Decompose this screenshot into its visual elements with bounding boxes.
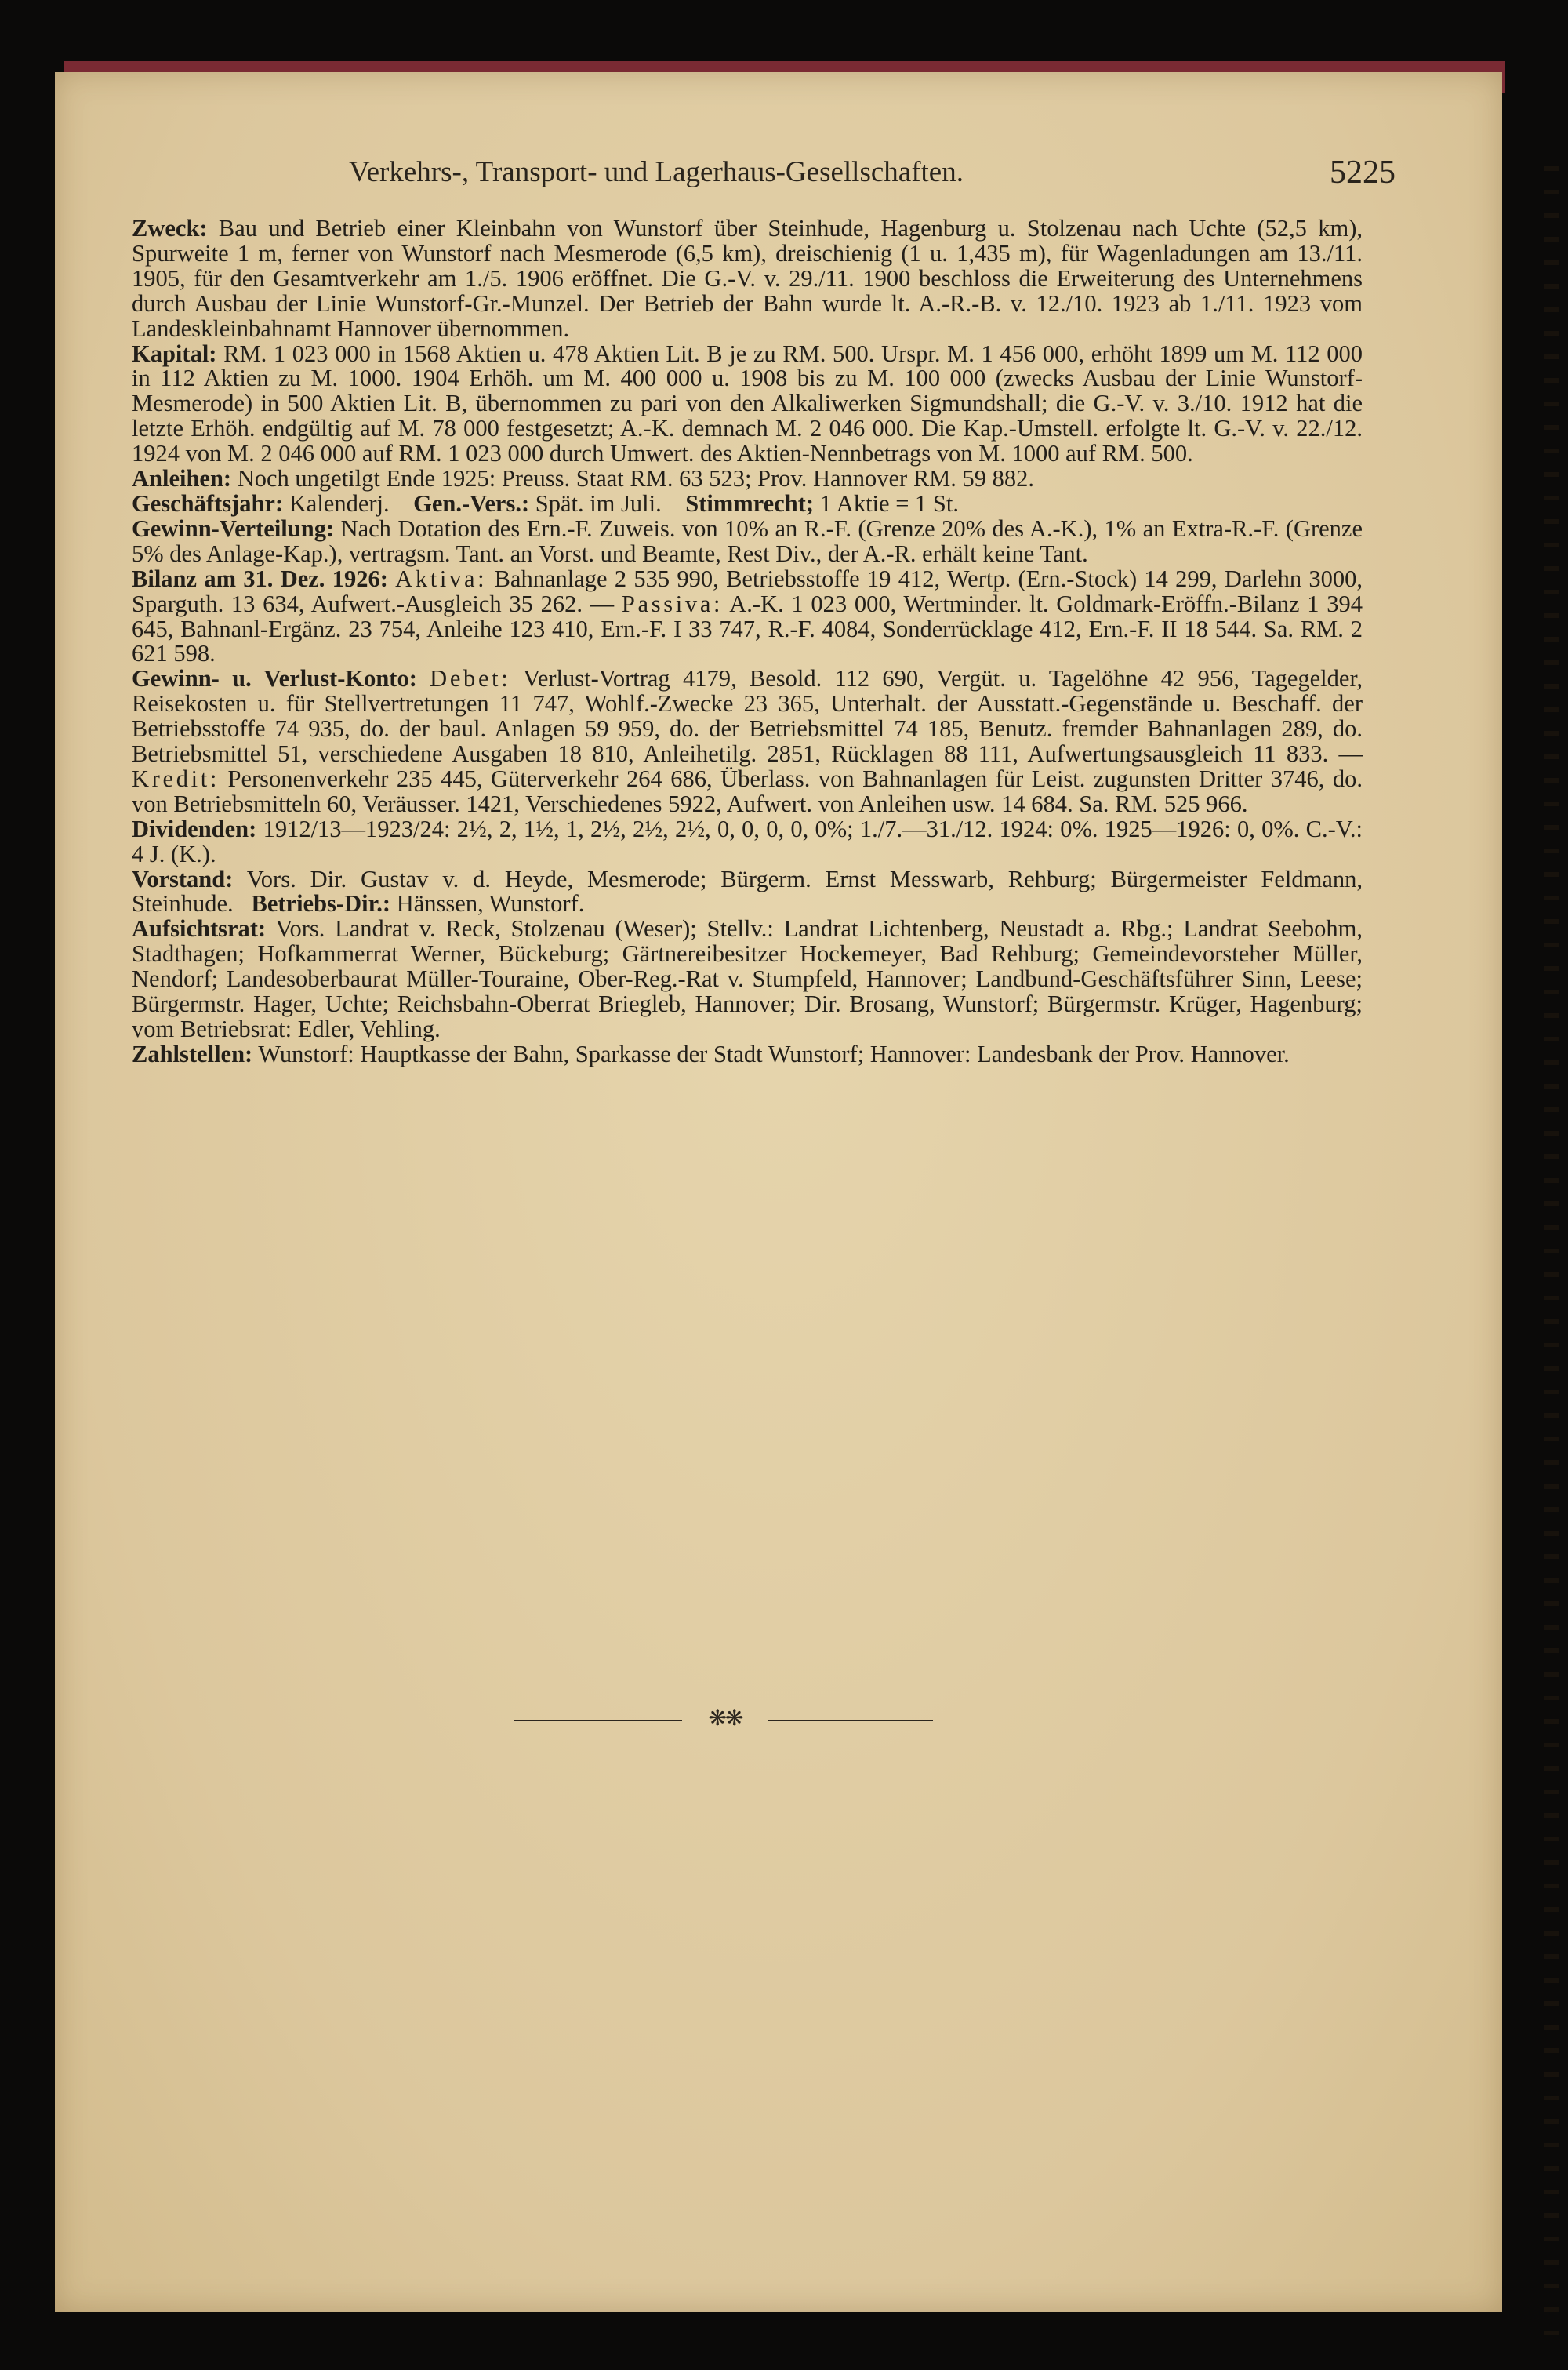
section-zahlstellen	[132, 1042, 1363, 1067]
section-text: Vors. Landrat v. Reck, Stolzenau (Weser); Stellv.: Landrat Lichtenberg, Neustadt a. Rbg.; Landrat Seebohm, Stadthagen; Hofkammerrat Werner, Bückeburg; Gärtnereibesitzer Hockemeyer, Bad Rehburg; Gemeindevorsteher Müller, Nendorf; Landesoberbaurat Müller-Touraine, Ober-Reg.-Rat v. Stumpfeld, Hannover; Landbund-Geschäftsführer Sinn, Leese; Bürgermstr. Hager, Uchte; Reichsbahn-Oberrat Briegleb, Hannover; Dir. Brosang, Wunstorf; Bürgermstr. Krüger, Hagenburg; vom Betriebsrat: Edler, Vehling.	[132, 915, 1363, 1042]
section-label-stimmrecht: Stimmrecht;	[685, 489, 814, 517]
section-dividenden	[132, 817, 1363, 867]
page-header	[125, 155, 1396, 194]
aktiva-label: Aktiva:	[395, 565, 488, 592]
section-label: Zweck:	[132, 215, 208, 242]
page-edge-marks	[1544, 166, 1559, 2346]
aktiva-text: Bahnanlage 2 535 990, Betriebsstoffe 19 412, Wertp. (Ern.-Stock) 14 299, Darlehn 3000, Sparguth. 13 634, Aufwert.-Ausgleich 35 262. —	[132, 565, 1363, 617]
passiva-text: A.-K. 1 023 000, Wertminder. lt. Goldmark-Eröffn.-Bilanz 1 394 645, Bahnanl-Ergänz. 23 754, Anleihe 123 410, Ern.-F. I 33 747, R.-F. 4084, Sonderrücklage 412, Ern.-F. II 18 544. Sa. RM. 2 621 598.	[132, 590, 1363, 667]
section-end-ornament	[514, 1707, 933, 1731]
section-label-gen-vers: Gen.-Vers.:	[413, 489, 530, 517]
section-text: Nach Dotation des Ern.-F. Zuweis. von 10% an R.-F. (Grenze 20% des A.-K.), 1% an Extra-R.-F. (Grenze 5% des Anlage-Kap.), vertragsm. Tant. an Vorst. und Beamte, Rest Div., der A.-R. erhält keine Tant.	[132, 514, 1363, 567]
section-kapital	[132, 342, 1363, 467]
running-title: Verkehrs-, Transport- und Lagerhaus-Gesellschaften.	[349, 156, 964, 188]
section-text-stimmrecht: 1 Aktie = 1 St.	[819, 489, 959, 517]
section-label: Kapital:	[132, 340, 217, 367]
section-gewinn-verteilung	[132, 514, 1363, 567]
kredit-text: Personenverkehr 235 445, Güterverkehr 264 686, Überlass. von Bahnanlagen für Leist. zugunsten Dritter 3746, do. von Betriebsmitteln 60, Veräusser. 1421, Verschiedenes 5922, Aufwert. von Anleihen usw. 14 684. Sa. RM. 525 966.	[132, 765, 1363, 817]
ornament-glyph: ❋❋	[708, 1707, 742, 1731]
section-label: Anleihen:	[132, 465, 232, 493]
section-gewinn-verlust	[132, 667, 1363, 816]
section-label-betriebs-dir: Betriebs-Dir.:	[251, 890, 391, 918]
section-label: Gewinn-Verteilung:	[132, 514, 335, 542]
section-geschaeftsjahr	[132, 489, 1363, 517]
section-label: Zahlstellen:	[132, 1040, 253, 1067]
kredit-label: Kredit:	[132, 765, 220, 792]
section-anleihen	[132, 467, 1363, 492]
section-label: Bilanz am 31. Dez. 1926:	[132, 565, 388, 592]
debet-text: Verlust-Vortrag 4179, Besold. 112 690, Vergüt. u. Tagelöhne 42 956, Tagegelder, Reisekosten u. für Stellvertretungen 11 747, Wohlf.-Zwecke 23 365, Unterhalt. der Ausstatt.-Gegenstände u. Beschaff. der Betriebsstoffe 74 935, do. der baul. Anlagen 59 959, do. der Betriebsmittel 74 185, Benutz. fremder Bahnanlagen 289, do. Betriebsmittel 51, verschiedene Ausgaben 18 810, Anleihetilg. 2851, Rücklagen 88 111, Aufwertungsausgleich 11 833. —	[132, 665, 1363, 768]
section-label: Vorstand:	[132, 865, 234, 892]
section-text-betriebs-dir: Hänssen, Wunstorf.	[396, 890, 585, 918]
section-text-gen-vers: Spät. im Juli.	[535, 489, 662, 517]
ornament-rule-right	[768, 1720, 933, 1721]
section-text: 1912/13—1923/24: 2½, 2, 1½, 1, 2½, 2½, 2½, 0, 0, 0, 0, 0%; 1./7.—31./12. 1924: 0%. 1925—1926: 0, 0%. C.-V.: 4 J. (K.).	[132, 815, 1363, 867]
section-text: Wunstorf: Hauptkasse der Bahn, Sparkasse der Stadt Wunstorf; Hannover: Landesbank der Prov. Hannover.	[258, 1040, 1290, 1067]
ornament-rule-left	[514, 1720, 682, 1721]
section-aufsichtsrat	[132, 917, 1363, 1042]
section-label: Dividenden:	[132, 815, 257, 842]
passiva-label: Passiva:	[621, 590, 724, 617]
page-number: 5225	[1330, 154, 1396, 191]
section-bilanz	[132, 567, 1363, 667]
section-text: Bau und Betrieb einer Kleinbahn von Wunstorf über Steinhude, Hagenburg u. Stolzenau nach Uchte (52,5 km), Spurweite 1 m, ferner von Wunstorf nach Mesmerode (6,5 km), dreischienig (1 u. 1,435 m), für Wagenladungen am 13./11. 1905, für den Gesamtverkehr am 1./5. 1906 eröffnet. Die G.-V. v. 29./11. 1900 beschloss die Erweiterung des Unternehmens durch Ausbau der Linie Wunstorf-Gr.-Munzel. Der Betrieb der Bahn wurde lt. A.-R.-B. v. 12./10. 1923 ab 1./11. 1923 vom Landeskleinbahnamt Hannover übernommen.	[132, 215, 1363, 342]
section-label: Geschäftsjahr:	[132, 489, 284, 517]
section-text: RM. 1 023 000 in 1568 Aktien u. 478 Aktien Lit. B je zu RM. 500. Urspr. M. 1 456 000, erhöht 1899 um M. 112 000 in 112 Aktien zu M. 1000. 1904 Erhöh. um M. 400 000 u. 1908 bis zu M. 100 000 (zwecks Ausbau der Linie Wunstorf-Mesmerode) in 500 Aktien Lit. B, übernommen zu pari von den Alkaliwerken Sigmundshall; die G.-V. v. 3./10. 1912 hat die letzte Erhöh. endgültig auf M. 78 000 festgesetzt; A.-K. demnach M. 2 046 000. Die Kap.-Umstell. erfolgte lt. G.-V. v. 22./12. 1924 von M. 2 046 000 auf RM. 1 023 000 durch Umwert. des Aktien-Nennbetrags von M. 1000 auf RM. 500.	[132, 340, 1363, 467]
section-text: Vors. Dir. Gustav v. d. Heyde, Mesmerode; Bürgerm. Ernst Messwarb, Rehburg; Bürgermeister Feldmann, Steinhude.	[132, 865, 1363, 918]
section-vorstand	[132, 867, 1363, 918]
section-text: Kalenderj.	[289, 489, 390, 517]
section-text: Noch ungetilgt Ende 1925: Preuss. Staat RM. 63 523; Prov. Hannover RM. 59 882.	[237, 465, 1035, 493]
section-label: Aufsichtsrat:	[132, 915, 267, 943]
section-zweck	[132, 216, 1363, 342]
article-body	[132, 216, 1363, 1067]
section-label: Gewinn- u. Verlust-Konto:	[132, 665, 417, 692]
debet-label: Debet:	[430, 665, 511, 692]
